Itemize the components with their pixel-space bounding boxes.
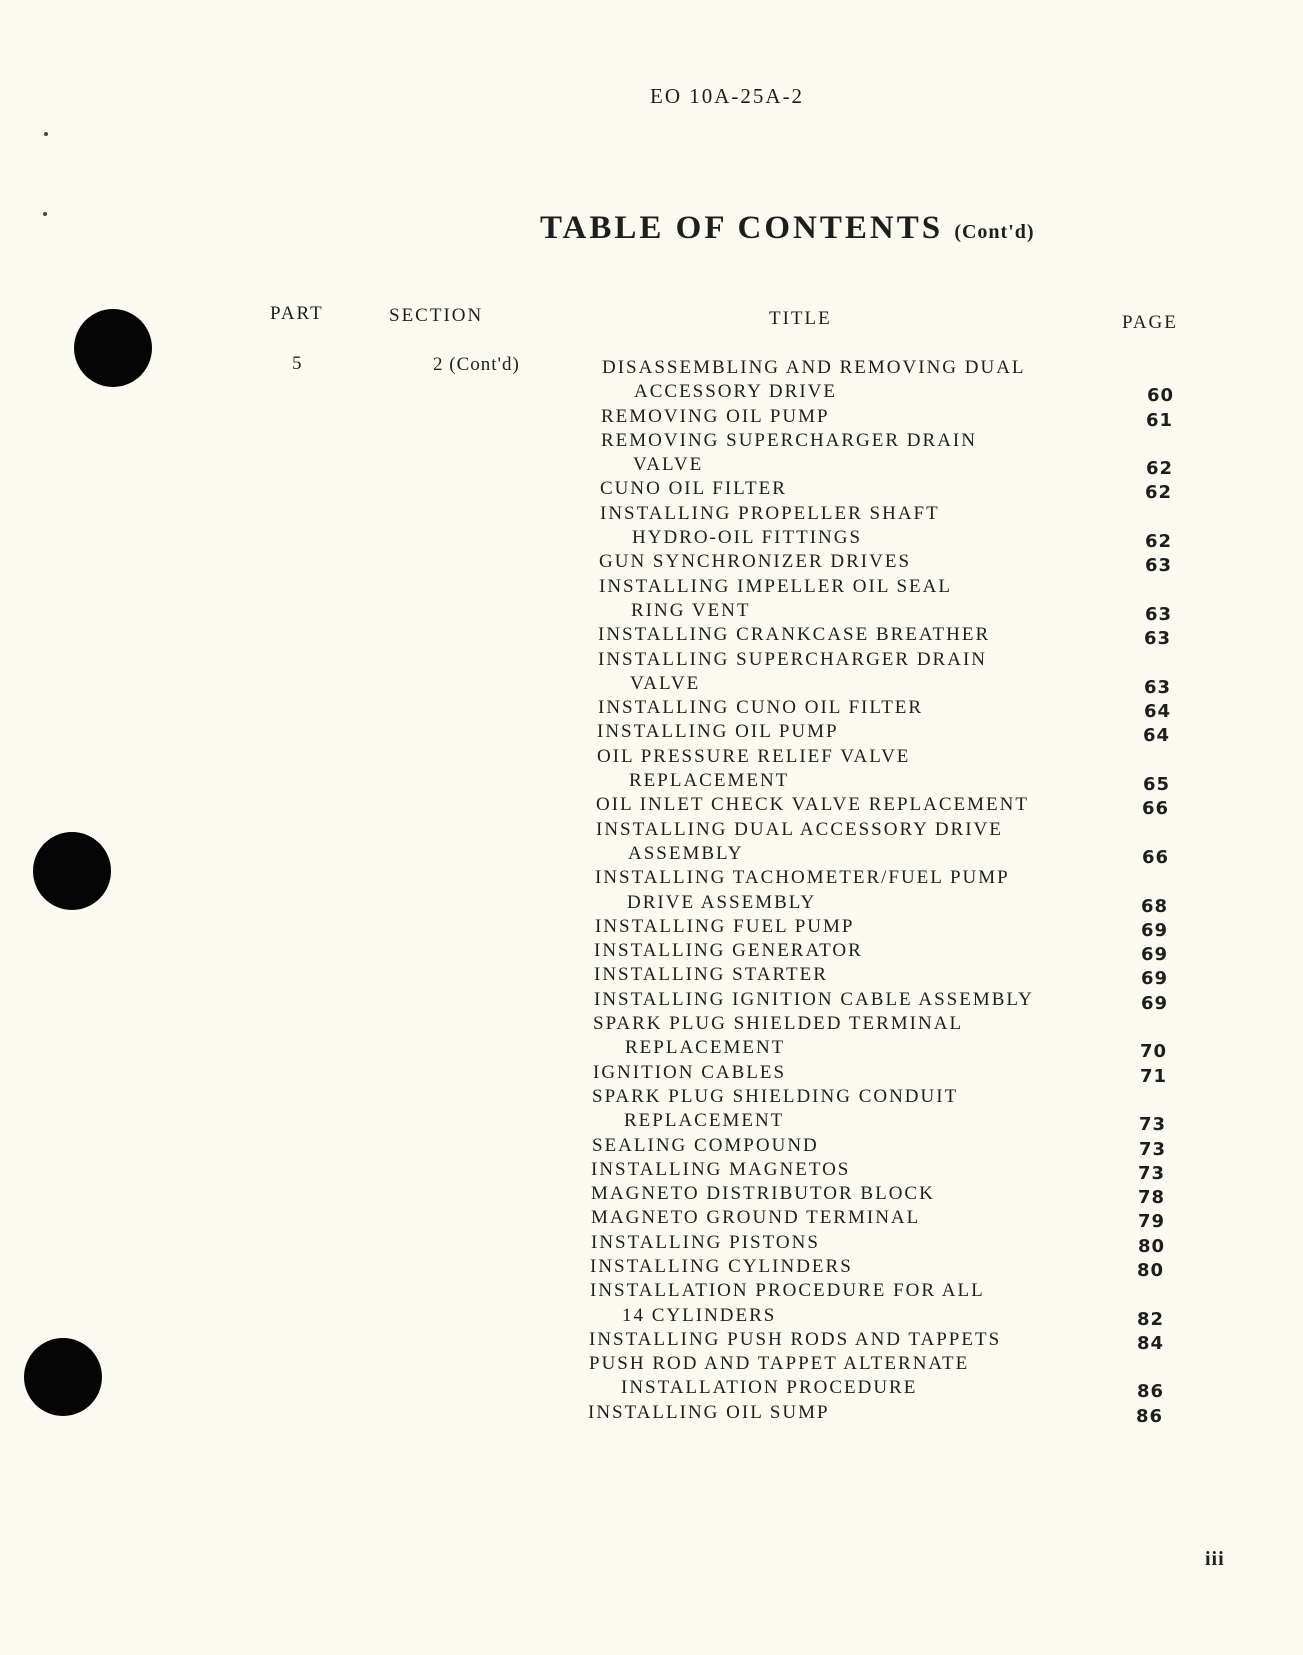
toc-line: [0, 503, 1303, 527]
toc-entry-title: VALVE: [633, 454, 704, 476]
toc-entry-title: INSTALLING PROPELLER SHAFT: [600, 502, 940, 524]
toc-entry-page: 86: [1136, 1381, 1164, 1403]
toc-line: [0, 600, 1303, 624]
toc-line: [0, 430, 1303, 454]
toc-entry: [0, 357, 1303, 406]
toc-entry-page: 84: [1136, 1332, 1164, 1354]
toc-list: [0, 357, 1303, 1426]
toc-entry: [0, 551, 1303, 575]
toc-entry-title: SPARK PLUG SHIELDED TERMINAL: [593, 1013, 964, 1035]
toc-entry-page: 64: [1142, 725, 1170, 747]
toc-entry-title: DRIVE ASSEMBLY: [627, 891, 817, 913]
toc-line: [0, 357, 1303, 381]
toc-line: [0, 381, 1303, 405]
toc-entry-title: SEALING COMPOUND: [592, 1134, 819, 1156]
toc-line: [0, 649, 1303, 673]
toc-line: [0, 1353, 1303, 1377]
toc-entry-title: INSTALLING CYLINDERS: [590, 1255, 853, 1277]
toc-entry-title: INSTALLING SUPERCHARGER DRAIN: [598, 648, 987, 670]
toc-line: [0, 1135, 1303, 1159]
toc-entry-title: INSTALLING FUEL PUMP: [595, 915, 855, 937]
toc-entry-title: ACCESSORY DRIVE: [634, 381, 837, 403]
toc-line: [0, 478, 1303, 502]
toc-line: [0, 1110, 1303, 1134]
toc-entry: [0, 576, 1303, 625]
toc-entry-page: 66: [1141, 798, 1169, 820]
toc-line: [0, 1207, 1303, 1231]
toc-entry-page: 73: [1138, 1138, 1166, 1160]
toc-entry-title: INSTALLING GENERATOR: [594, 940, 863, 962]
toc-entry-page: 63: [1143, 628, 1171, 650]
toc-entry-page: 65: [1142, 774, 1170, 796]
toc-entry-title: 14 CYLINDERS: [622, 1304, 777, 1326]
toc-line: [0, 940, 1303, 964]
toc-entry: [0, 624, 1303, 648]
toc-entry: [0, 1232, 1303, 1256]
toc-entry-title: GUN SYNCHRONIZER DRIVES: [599, 551, 912, 573]
toc-entry: [0, 406, 1303, 430]
toc-line: [0, 1062, 1303, 1086]
toc-entry-title: PUSH ROD AND TAPPET ALTERNATE: [589, 1353, 970, 1375]
toc-entry-title: OIL INLET CHECK VALVE REPLACEMENT: [596, 794, 1029, 816]
toc-line: [0, 1402, 1303, 1426]
toc-line: [0, 867, 1303, 891]
section-number: 2 (Cont'd): [433, 354, 520, 375]
toc-line: [0, 746, 1303, 770]
toc-entry-title: INSTALLING PISTONS: [591, 1231, 820, 1253]
toc-line: [0, 1037, 1303, 1061]
toc-entry: [0, 1135, 1303, 1159]
toc-line: [0, 1256, 1303, 1280]
toc-line: [0, 1280, 1303, 1304]
toc-entry-title: DISASSEMBLING AND REMOVING DUAL: [602, 357, 1026, 378]
toc-entry-page: 62: [1145, 458, 1173, 480]
toc-entry-title: INSTALLING OIL PUMP: [597, 721, 839, 743]
toc-line: [0, 1329, 1303, 1353]
toc-line: [0, 1086, 1303, 1110]
toc-entry-title: INSTALLATION PROCEDURE FOR ALL: [590, 1280, 985, 1302]
toc-entry: [0, 649, 1303, 698]
toc-entry: [0, 430, 1303, 479]
toc-entry: [0, 964, 1303, 988]
toc-line: [0, 964, 1303, 988]
toc-line: [0, 1232, 1303, 1256]
toc-entry-title: MAGNETO DISTRIBUTOR BLOCK: [591, 1183, 935, 1205]
toc-entry-page: 80: [1137, 1235, 1165, 1257]
toc-entry-title: INSTALLING STARTER: [594, 964, 828, 986]
toc-entry-title: INSTALLING TACHOMETER/FUEL PUMP: [595, 867, 1010, 889]
toc-line: [0, 916, 1303, 940]
toc-entry-title: OIL PRESSURE RELIEF VALVE: [597, 745, 911, 767]
toc-entry: [0, 1256, 1303, 1280]
toc-entry-title: ASSEMBLY: [628, 842, 744, 864]
toc-entry-title: REMOVING OIL PUMP: [601, 405, 830, 427]
toc-line: [0, 551, 1303, 575]
toc-line: [0, 843, 1303, 867]
toc-line: [0, 989, 1303, 1013]
toc-entry-page: 69: [1140, 919, 1168, 941]
toc-entry-title: MAGNETO GROUND TERMINAL: [591, 1207, 921, 1229]
column-header-title: TITLE: [769, 308, 832, 329]
toc-line: [0, 770, 1303, 794]
part-number: 5: [292, 353, 302, 374]
toc-entry-page: 69: [1140, 944, 1168, 966]
toc-entry-page: 73: [1137, 1162, 1165, 1184]
toc-entry: [0, 867, 1303, 916]
toc-entry: [0, 989, 1303, 1013]
toc-entry: [0, 1062, 1303, 1086]
toc-entry-page: 63: [1144, 555, 1172, 577]
column-header-part: PART: [270, 303, 324, 324]
scan-speck: [43, 212, 47, 216]
toc-entry: [0, 1280, 1303, 1329]
toc-line: [0, 673, 1303, 697]
toc-entry: [0, 1086, 1303, 1135]
toc-entry-title: IGNITION CABLES: [593, 1061, 787, 1083]
toc-line: [0, 697, 1303, 721]
toc-entry: [0, 1013, 1303, 1062]
toc-entry-page: 69: [1140, 992, 1168, 1014]
toc-entry: [0, 940, 1303, 964]
toc-entry-title: HYDRO-OIL FITTINGS: [632, 527, 863, 549]
toc-line: [0, 1013, 1303, 1037]
scan-speck: [44, 132, 48, 136]
toc-entry-title: INSTALLING CUNO OIL FILTER: [598, 697, 924, 719]
toc-entry-title: CUNO OIL FILTER: [600, 478, 787, 500]
toc-line: [0, 819, 1303, 843]
toc-entry-title: INSTALLING CRANKCASE BREATHER: [598, 624, 991, 646]
toc-entry-page: 63: [1143, 676, 1171, 698]
toc-entry-title: INSTALLING IMPELLER OIL SEAL: [599, 575, 952, 597]
toc-entry-page: 66: [1141, 846, 1169, 868]
toc-line: [0, 721, 1303, 745]
toc-entry-title: REPLACEMENT: [625, 1037, 786, 1059]
toc-entry-page: 80: [1136, 1259, 1164, 1281]
toc-entry-title: INSTALLING OIL SUMP: [588, 1401, 830, 1423]
toc-line: [0, 1377, 1303, 1401]
toc-line: [0, 1305, 1303, 1329]
toc-entry: [0, 697, 1303, 721]
column-header-section: SECTION: [389, 305, 484, 326]
toc-entry-page: 63: [1144, 603, 1172, 625]
toc-entry: [0, 503, 1303, 552]
toc-entry: [0, 1353, 1303, 1402]
toc-entry-title: REMOVING SUPERCHARGER DRAIN: [601, 429, 977, 451]
toc-entry: [0, 1402, 1303, 1426]
toc-entry-title: VALVE: [630, 672, 701, 694]
document-id: EO 10A-25A-2: [650, 84, 805, 108]
toc-entry-page: 61: [1145, 409, 1173, 431]
toc-entry: [0, 916, 1303, 940]
toc-line: [0, 1159, 1303, 1183]
toc-entry-title: INSTALLING IGNITION CABLE ASSEMBLY: [594, 988, 1034, 1010]
toc-line: [0, 892, 1303, 916]
page-title: [540, 210, 1035, 247]
title-main: TABLE OF CONTENTS: [540, 210, 944, 246]
toc-entry-page: 60: [1146, 385, 1174, 407]
toc-entry: [0, 1207, 1303, 1231]
page-number: iii: [1205, 1548, 1225, 1570]
toc-entry-title: INSTALLING DUAL ACCESSORY DRIVE: [596, 818, 1003, 840]
toc-entry: [0, 1183, 1303, 1207]
toc-entry-page: 62: [1144, 531, 1172, 553]
column-header-page: PAGE: [1122, 312, 1178, 333]
toc-line: [0, 1183, 1303, 1207]
toc-entry-page: 69: [1140, 968, 1168, 990]
toc-entry: [0, 1329, 1303, 1353]
toc-entry: [0, 478, 1303, 502]
toc-entry-page: 62: [1144, 482, 1172, 504]
toc-entry: [0, 794, 1303, 818]
toc-line: [0, 454, 1303, 478]
toc-entry-title: REPLACEMENT: [629, 770, 790, 792]
toc-entry-title: RING VENT: [631, 599, 751, 621]
toc-line: [0, 527, 1303, 551]
toc-line: [0, 624, 1303, 648]
toc-entry: [0, 1159, 1303, 1183]
toc-entry-title: INSTALLATION PROCEDURE: [621, 1377, 918, 1399]
title-suffix: (Cont'd): [954, 221, 1035, 243]
toc-entry-page: 68: [1140, 895, 1168, 917]
toc-entry-page: 86: [1135, 1405, 1163, 1427]
toc-line: [0, 406, 1303, 430]
toc-entry-page: 78: [1137, 1187, 1165, 1209]
toc-entry: [0, 819, 1303, 868]
toc-entry-title: INSTALLING PUSH RODS AND TAPPETS: [589, 1328, 1002, 1350]
toc-entry-page: 71: [1139, 1065, 1167, 1087]
toc-entry-page: 79: [1137, 1211, 1165, 1233]
toc-entry-title: SPARK PLUG SHIELDING CONDUIT: [592, 1085, 959, 1107]
toc-entry-page: 82: [1136, 1308, 1164, 1330]
toc-entry-title: REPLACEMENT: [624, 1110, 785, 1132]
toc-entry: [0, 746, 1303, 795]
toc-entry: [0, 721, 1303, 745]
toc-entry-page: 73: [1138, 1114, 1166, 1136]
toc-line: [0, 576, 1303, 600]
toc-entry-page: 64: [1143, 701, 1171, 723]
toc-entry-page: 70: [1139, 1041, 1167, 1063]
toc-entry-title: INSTALLING MAGNETOS: [591, 1158, 851, 1180]
toc-line: [0, 794, 1303, 818]
